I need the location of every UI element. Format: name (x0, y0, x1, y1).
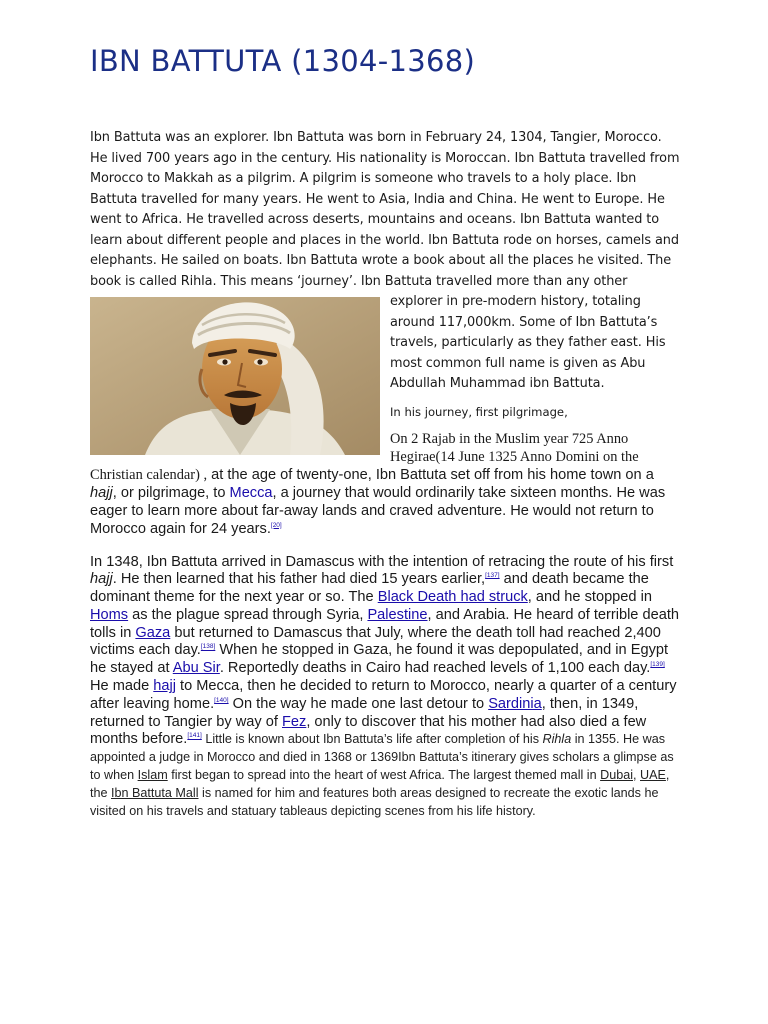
intro-paragraph (90, 128, 680, 395)
later-life-text-4: , (633, 768, 640, 783)
reference-137-link[interactable]: [137] (485, 572, 500, 580)
reference-140-link[interactable]: [140] (214, 697, 229, 705)
p4-text-12: On the way he made one last detour to (228, 695, 489, 712)
later-life-text-2: in 1355. He was appointed a judge in Morocco and died in 1368 or 1369Ibn Battuta’s itinerary gives scholars a glimpse as to when (90, 732, 674, 783)
p4-text-11: to Mecca, then he decided to return to Morocco, nearly a quarter of a century after leaving home. (90, 678, 677, 712)
reference-139-link[interactable]: [139] (650, 661, 665, 669)
p4-text-9: . Reportedly deaths in Cairo had reached levels of 1,100 each day. (219, 660, 651, 677)
p4-text-13: , then, in 1349, returned to Tangier by way of (90, 695, 639, 730)
palestine-link[interactable]: Palestine (367, 606, 428, 623)
p4-text-14: , only to discover that his mother had also died a few months before. (90, 713, 647, 748)
later-life-text-6: is named for him and features both areas designed to recreate the exotic lands he visited on his travels and statuary tableaus depicting scenes from his life history. (90, 785, 659, 818)
reference-141-link[interactable]: [141] (187, 732, 202, 740)
black-death-link[interactable]: Black Death had struck (377, 589, 528, 606)
uae-link[interactable]: UAE (640, 768, 666, 783)
pilgrimage-text-2: , or pilgrimage, to (112, 484, 230, 501)
dubai-link[interactable]: Dubai (600, 768, 633, 783)
reference-20-link[interactable]: [20] (270, 521, 282, 529)
later-life-text-5: , the (90, 768, 670, 800)
later-life-text-1: Little is known about Ibn Battuta’s life after completion of his (201, 732, 543, 747)
intro-text-part-1: Ibn Battuta was an explorer. Ibn Battuta was born in February 24, 1304, Tangier, Morocco. He lived 700 years ago in the century. His nationality is Moroccan. Ibn Battuta travelled from Morocco to Makkah as a pilgrim. A pilgrim is someone who travels to a holy place. Ibn Battuta travelled for many years. He went to Asia, India and China. He went to Europe. He went to Africa. He travelled across deserts, mountains and oceans. Ibn Battuta wanted to learn about different people and places in the world. Ibn Battuta rode on horses, camels and elephants. He sailed on boats. Ibn Battuta wrote a book about all the places he visited. The book is called Rihla. This means ‘journey’. Ibn Battuta travelled more than any other explorer in pre-modern (90, 130, 680, 309)
intro-text (90, 128, 680, 395)
pilgrimage-date-text: On 2 Rajab in the Muslim year 725 Anno Hegirae(14 June 1325 Anno Domini on the Christian calendar) , (90, 430, 639, 483)
ibn-battuta-portrait-illustration (90, 297, 380, 455)
p4-text-7: but returned to Damascus that July, where the death toll had reached 2,400 victims each day. (90, 624, 661, 659)
hajj-link[interactable]: hajj (153, 678, 176, 695)
portrait-image (90, 297, 380, 455)
rihla-italic: Rihla (542, 732, 572, 747)
hajj-italic: hajj (90, 484, 113, 501)
reference-138-link[interactable]: [138] (200, 643, 216, 651)
p4-text-6: , and Arabia. He heard of terrible death tolls in (90, 606, 679, 641)
homs-link[interactable]: Homs (90, 606, 129, 623)
return-journey-paragraph (90, 554, 680, 821)
p4-text-3: and death became the dominant theme for the next year or so. The (90, 571, 649, 606)
document-body (90, 128, 680, 820)
gaza-link[interactable]: Gaza (135, 624, 171, 641)
sardinia-link[interactable]: Sardinia (488, 695, 542, 712)
pilgrimage-text-1: at the age of twenty-one, Ibn Battuta set off from his home town on a (207, 466, 654, 483)
mecca-link[interactable]: Mecca (229, 484, 273, 501)
p4-text-2: . He then learned that his father had died 15 years earlier, (112, 571, 486, 588)
journey-heading: In his journey, first pilgrimage, (390, 404, 568, 419)
p4-text-1: In 1348, Ibn Battuta arrived in Damascus with the intention of retracing the route of his first (90, 553, 674, 570)
abu-sir-link[interactable]: Abu Sir (172, 660, 220, 677)
p4-text-10: He made (90, 678, 154, 695)
islam-link[interactable]: Islam (137, 768, 168, 783)
p4-text-4: , and he stopped in (527, 589, 652, 606)
p4-text-5: as the plague spread through Syria, (128, 606, 368, 623)
later-life-text-3: first began to spread into the heart of west Africa. The largest themed mall in (167, 768, 601, 783)
document-title: IBN BATTUTA (1304-1368) (90, 44, 476, 78)
p4-text-8: When he stopped in Gaza, he found it was depopulated, and in Egypt he stayed at (90, 642, 669, 677)
hajj-italic-2: hajj (90, 571, 113, 588)
pilgrimage-text-3: , a journey that would ordinarily take sixteen months. He was eager to learn more about far-away lands and craved adventure. He would not return to Morocco again for 24 years. (90, 484, 666, 537)
intro-text-part-2: history, totaling around 117,000km. Some of Ibn Battuta’s travels, particularly as they father east. His most common full name is given as Abu Abdullah Muhammad ibn Battuta. (390, 294, 666, 391)
ibn-battuta-mall-link[interactable]: Ibn Battuta Mall (111, 785, 199, 800)
fez-link[interactable]: Fez (282, 713, 307, 730)
